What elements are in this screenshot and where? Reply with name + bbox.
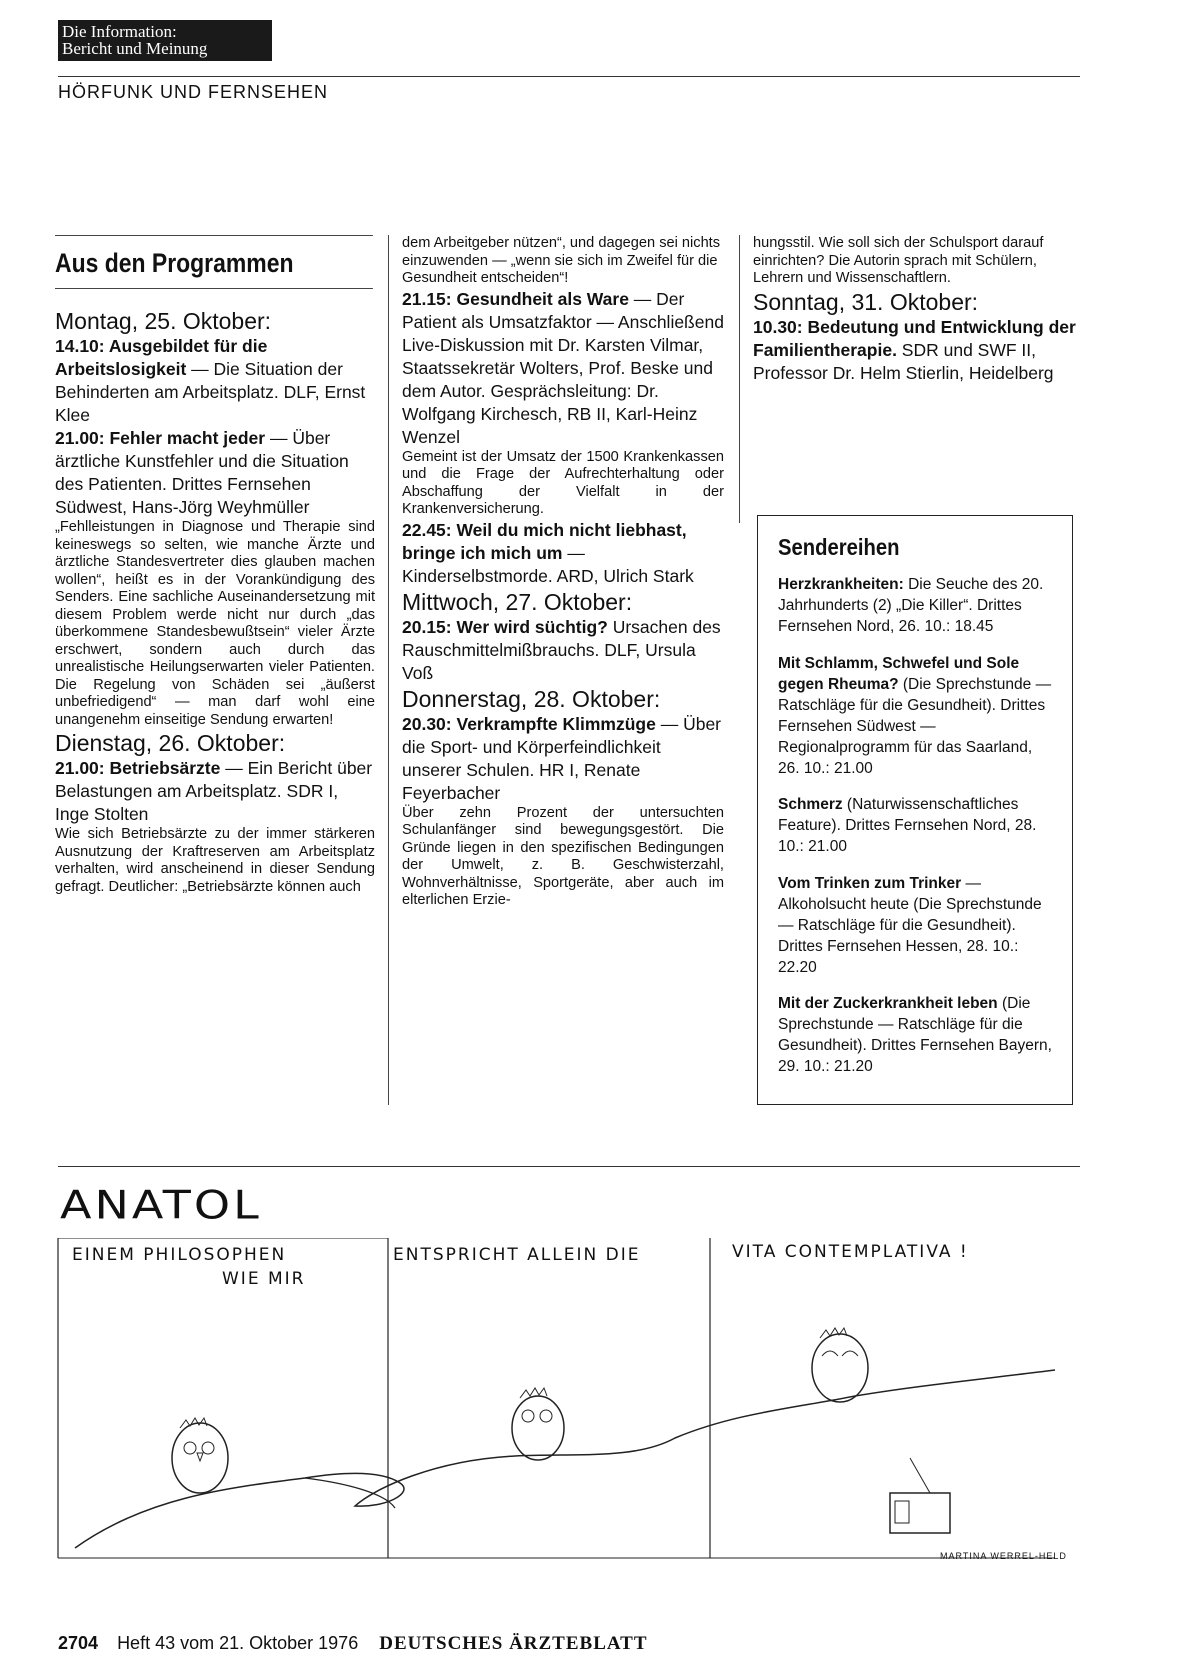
series-title: Mit Schlamm, Schwefel und Sole gegen Rheuma?: [778, 654, 1020, 693]
entry-body: Ursachen des Rauschmittelmißbrauchs. DLF, Ursula Voß: [402, 616, 721, 683]
comic-caption: ENTSPRICHT ALLEIN DIE: [393, 1245, 641, 1265]
entry-title: 14.10: Ausgebildet für die Arbeitslosigkeit: [55, 336, 268, 379]
section-label: HÖRFUNK UND FERNSEHEN: [58, 82, 329, 102]
series-item: [778, 873, 1052, 978]
programs-title: Aus den Programmen: [55, 235, 373, 289]
column-2: [402, 235, 724, 910]
entry-body: — Ein Bericht über Belastungen am Arbeitsplatz. SDR I, Inge Stolten: [55, 758, 373, 824]
entry-body: — Über die Sport- und Körperfeindlichkeit unserer Schulen. HR I, Renate Feyerbacher: [402, 713, 722, 803]
series-body: (Die Sprechstunde — Ratschläge für die Gesundheit). Drittes Fernsehen Südwest — Regionalprogramm für das Saarland, 26. 10.: 21.00: [778, 675, 1052, 777]
series-item: [778, 794, 1052, 857]
issue-info: Heft 43 vom 21. Oktober 1976: [117, 1633, 359, 1653]
day-heading: Dienstag, 26. Oktober:: [55, 730, 286, 756]
caption-line: EINEM PHILOSOPHEN: [72, 1245, 287, 1265]
masthead-box: [58, 20, 272, 61]
masthead-line2: Bericht und Meinung: [62, 39, 208, 58]
entry-title: 20.30: Verkrampfte Klimmzüge: [402, 713, 656, 734]
comic-caption: [72, 1243, 305, 1291]
masthead: [58, 20, 272, 61]
branch: [75, 1370, 1055, 1548]
page-number: 2704: [58, 1633, 99, 1653]
program-entry: [55, 427, 375, 519]
entry-body: — Der Patient als Umsatzfaktor — Anschließend Live-Diskussion mit Dr. Karsten Vilmar, Staatssekretär Wolters, Prof. Beske und dem Autor. Gesprächsleitung: Dr. Wolfgang Kirchesch, RB II, Karl-Heinz Wenzel: [402, 288, 724, 447]
column-divider: [739, 235, 740, 523]
continued-text: hungsstil. Wie soll sich der Schulsport darauf einrichten? Die Autorin sprach mit Schülern, Lehrern und Wissenschaftlern.: [753, 235, 1044, 286]
day-heading: Donnerstag, 28. Oktober:: [402, 685, 661, 712]
publication-name: DEUTSCHES ÄRZTEBLATT: [379, 1633, 648, 1654]
series-item: [778, 993, 1052, 1077]
series-item: [778, 574, 1052, 637]
series-title: Mit der Zuckerkrankheit leben: [778, 995, 998, 1012]
series-body: — Alkoholsucht heute (Die Sprechstunde — Ratschläge für die Gesundheit). Drittes Fernsehen Hessen, 28. 10.: 22.20: [778, 874, 1042, 976]
radio-drawing: [890, 1458, 950, 1533]
series-body: (Naturwissenschaftliches Feature). Drittes Fernsehen Nord, 28. 10.: 21.00: [778, 796, 1037, 855]
caption-line: WIE MIR: [222, 1269, 306, 1289]
series-body: Die Seuche des 20. Jahrhunderts (2) „Die Killer“. Drittes Fernsehen Nord, 26. 10.: 18.45: [778, 576, 1044, 635]
masthead-line1: Die Information:: [62, 22, 177, 41]
series-item: [778, 653, 1052, 779]
owl-3: [812, 1328, 868, 1402]
column-3: [753, 235, 1078, 385]
entry-body: SDR und SWF II, Professor Dr. Helm Stierlin, Heidelberg: [753, 339, 1054, 383]
program-entry: [55, 335, 375, 427]
program-entry: [402, 713, 724, 805]
entry-title: 21.00: Betriebsärzte: [55, 758, 221, 778]
series-title: Vom Trinken zum Trinker: [778, 874, 962, 892]
series-title: Schmerz: [778, 796, 843, 813]
entry-title: 21.00: Fehler macht jeder: [55, 428, 266, 448]
day-heading: Montag, 25. Oktober:: [55, 308, 272, 334]
program-entry: [753, 316, 1078, 385]
entry-body: — Die Situation der Behinderten am Arbeitsplatz. DLF, Ernst Klee: [55, 359, 366, 425]
entry-title: 20.15: Wer wird süchtig?: [402, 616, 608, 637]
series-title: Herzkrankheiten:: [778, 576, 904, 593]
column-divider: [388, 235, 389, 1105]
entry-description: Wie sich Betriebsärzte zu der immer stärkeren Ausnutzung der Kraftreserven am Arbeitsplatz verhalten, wird anscheinend in dieser Sendung gefragt. Deutlicher: „Betriebsärzte können auch: [55, 826, 375, 895]
program-entry: [55, 757, 375, 826]
comic-rule: [58, 1166, 1080, 1167]
owl-2: [512, 1388, 564, 1460]
entry-body: — Kinderselbstmorde. ARD, Ulrich Stark: [402, 542, 694, 586]
entry-description: „Fehlleistungen in Diagnose und Therapie sind keineswegs so selten, wie manche Ärzte und ärztliche Standesvertreter dies glauben machen wollen“, heißt es in der Vorankündigung des Senders. Eine sachliche Auseinandersetzung mit diesem Problem werde nicht nur durch „das überkommene Standesbewußtsein“ vieler Ärzte erschwert, sondern auch durch das unrealistische Heilungserwarten vieler Patienten. Die Regelung von Schäden sei „äußerst unbefriedigend“ — man darf wohl eine unangenehm einseitige Sendung erwarten!: [55, 519, 375, 728]
day-heading: Sonntag, 31. Oktober:: [753, 288, 979, 315]
comic-title: ANATOL: [60, 1182, 262, 1228]
continued-text: dem Arbeitgeber nützen“, und dagegen sei nichts einzuwenden — „wenn sie sich im Zweifel für die Gesundheit entscheiden“!: [402, 235, 721, 286]
sendereihen-title: Sendereihen: [778, 534, 900, 560]
entry-title: 22.45: Weil du mich nicht liebhast, bringe ich mich um: [402, 519, 687, 563]
page-footer: [58, 1633, 648, 1655]
program-entry: [402, 288, 724, 449]
entry-title: 21.15: Gesundheit als Ware: [402, 288, 629, 309]
entry-description: Über zehn Prozent der untersuchten Schulanfänger sind bewegungsgestört. Die Gründe liegen in den spezifischen Bedingungen der Umwelt, z. B. Geschwisterzahl, Wohnverhältnisse, Sportgeräte, aber auch im elterlichen Erzie-: [402, 804, 724, 908]
program-entry: [402, 519, 724, 588]
day-heading: Mittwoch, 27. Oktober:: [402, 588, 633, 615]
artist-signature: MARTINA WERREL-HELD: [940, 1551, 1067, 1561]
comic-caption: VITA CONTEMPLATIVA !: [732, 1242, 969, 1262]
entry-description: Gemeint ist der Umsatz der 1500 Krankenkassen und die Frage der Aufrechterhaltung oder Abschaffung der Vielfalt in der Krankenversicherung.: [402, 448, 724, 517]
entry-body: — Über ärztliche Kunstfehler und die Situation des Patienten. Drittes Fernsehen Südwest, Hans-Jörg Weyhmüller: [55, 428, 349, 517]
sendereihen-box: [757, 515, 1073, 1105]
series-body: (Die Sprechstunde — Ratschläge für die Gesundheit). Drittes Fernsehen Bayern, 29. 10.: 21.20: [778, 995, 1052, 1075]
header-rule: [58, 76, 1080, 77]
entry-title: 10.30: Bedeutung und Entwicklung der Familientherapie.: [753, 316, 1076, 360]
column-1: [55, 235, 375, 896]
owl-1: [172, 1418, 228, 1493]
program-entry: [402, 616, 724, 685]
